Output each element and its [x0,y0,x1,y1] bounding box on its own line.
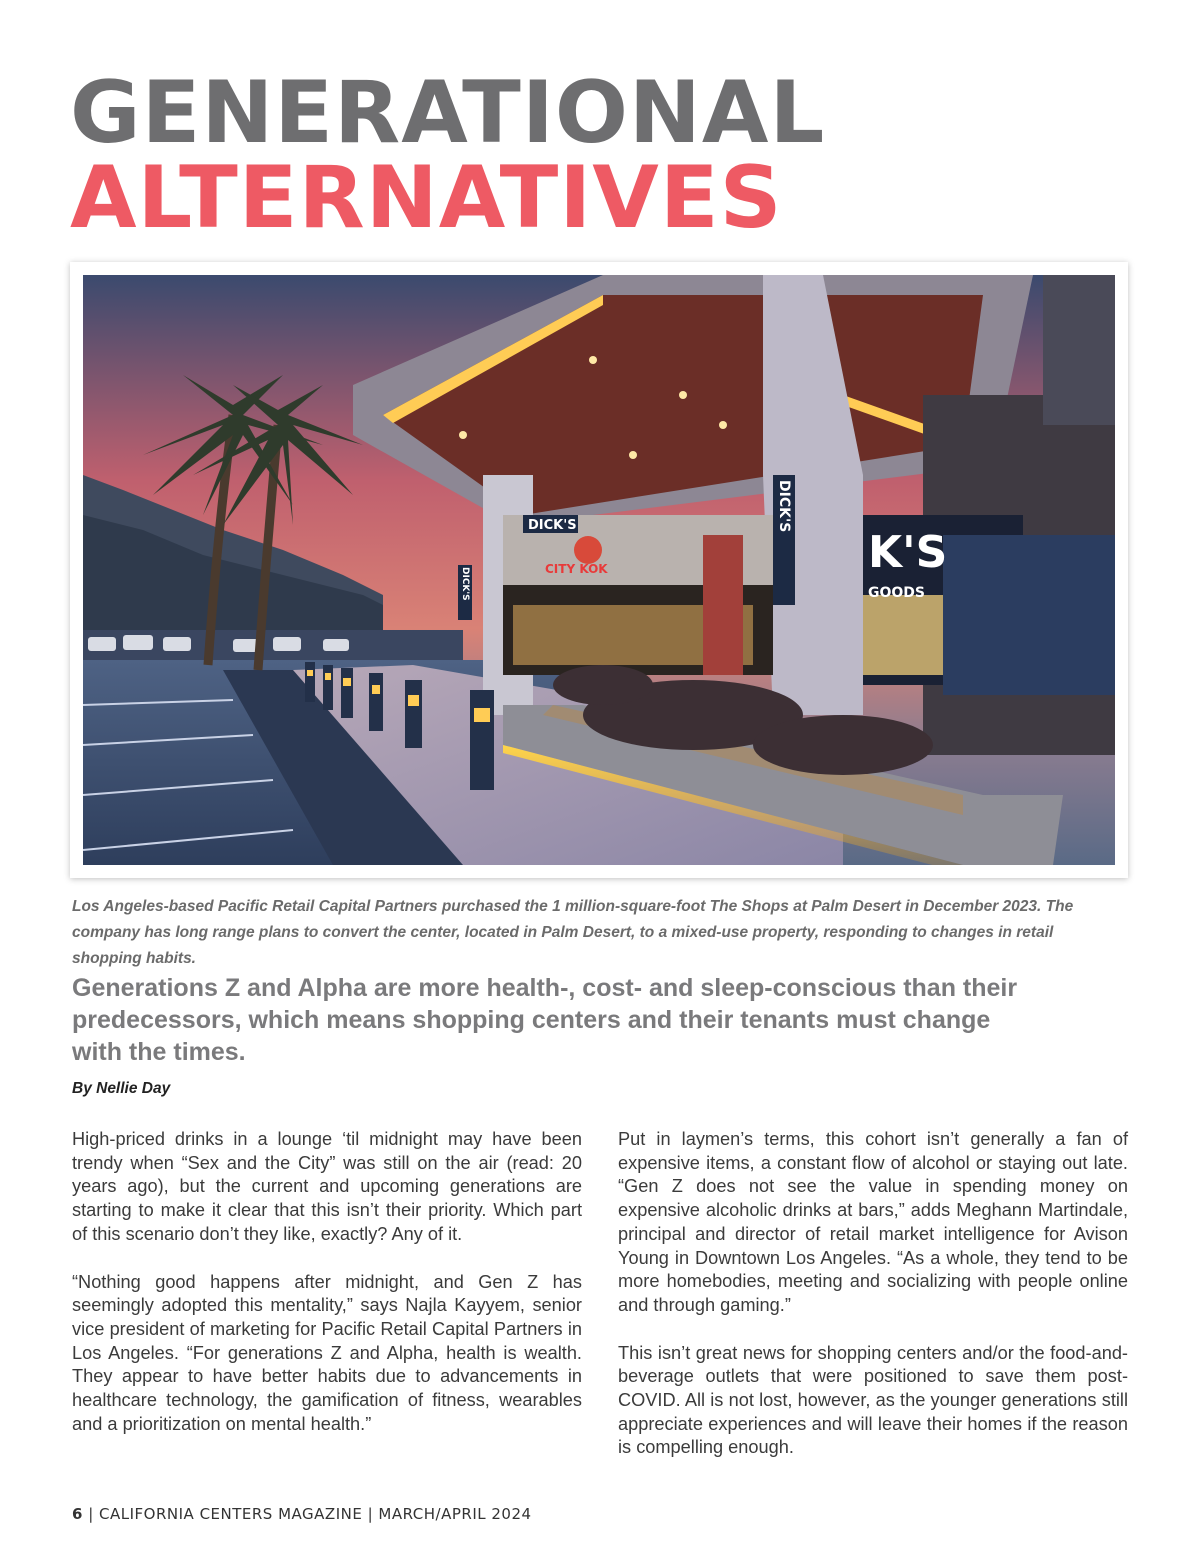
body-column-left [72,1128,582,1460]
issue-date: MARCH/APRIL 2024 [378,1505,532,1523]
sign-pillar-left: DICK'S [460,567,470,601]
page-number: 6 [72,1505,83,1523]
headline-line-2: ALTERNATIVES [70,148,783,248]
sign-pillar-right: DICK'S [776,480,792,533]
footer-separator: | [82,1505,100,1523]
magazine-name: CALIFORNIA CENTERS MAGAZINE [99,1505,363,1523]
footer-separator: | [362,1505,379,1523]
body-paragraph: This isn’t great news for shopping centers and/or the food-and-beverage outlets that were positioned to save them post-COVID. All is not lost, however, as the younger generations still appreciate experiences and will leave their homes if the reason is compelling enough. [618,1342,1128,1458]
sign-dicks-top: DICK'S [528,518,577,533]
article-deck: Generations Z and Alpha are more health-, cost- and sleep-conscious than their predecessors, which means shopping centers and their tenants must change with the times. [72,974,1018,1066]
body-paragraph: “Nothing good happens after midnight, and Gen Z has seemingly adopted this mentality,” says Najla Kayyem, senior vice president of marketing for Pacific Retail Capital Partners in Los Angeles. “For generations Z and Alpha, health is wealth. They appear to have better habits due to advancements in healthcare technology, the gamification of fitness, wearables and a prioritization on mental health.” [72,1271,582,1434]
photo-caption: Los Angeles-based Pacific Retail Capital Partners purchased the 1 million-square-foot The Shops at Palm Desert in December 2023. The company has long range plans to convert the center, located in Palm Desert, to a mixed-use property, responding to changes in retail shopping habits. [72,898,1074,967]
shopping-center-photo [83,275,1115,865]
sign-city-kok: CITY KOK [545,562,608,576]
feature-photo [70,262,1128,878]
body-column-right [618,1128,1128,1484]
body-paragraph: Put in laymen’s terms, this cohort isn’t generally a fan of expensive items, a constant flow of alcohol or staying out late. “Gen Z does not see the value in spending money on expensive alcoholic drinks at bars,” adds Meghann Martindale, principal and director of retail market intelligence for Avison Young in Downtown Los Angeles. “As a whole, they tend to be more homebodies, meeting and socializing with people online and through gaming.” [618,1129,1128,1315]
body-paragraph: High-priced drinks in a lounge ‘til midnight may have been trendy when “Sex and the City” was still on the air (read: 20 years ago), but the current and upcoming generations are starting to make it clear that this isn’t their priority. Which part of this scenario don’t they like, exactly? Any of it. [72,1129,582,1244]
page-footer [72,1505,532,1523]
byline: By Nellie Day [72,1080,171,1097]
sign-store-big: K'S [868,527,948,578]
sign-store-goods: GOODS [868,585,925,601]
headline-line-1: GENERATIONAL [70,63,826,163]
